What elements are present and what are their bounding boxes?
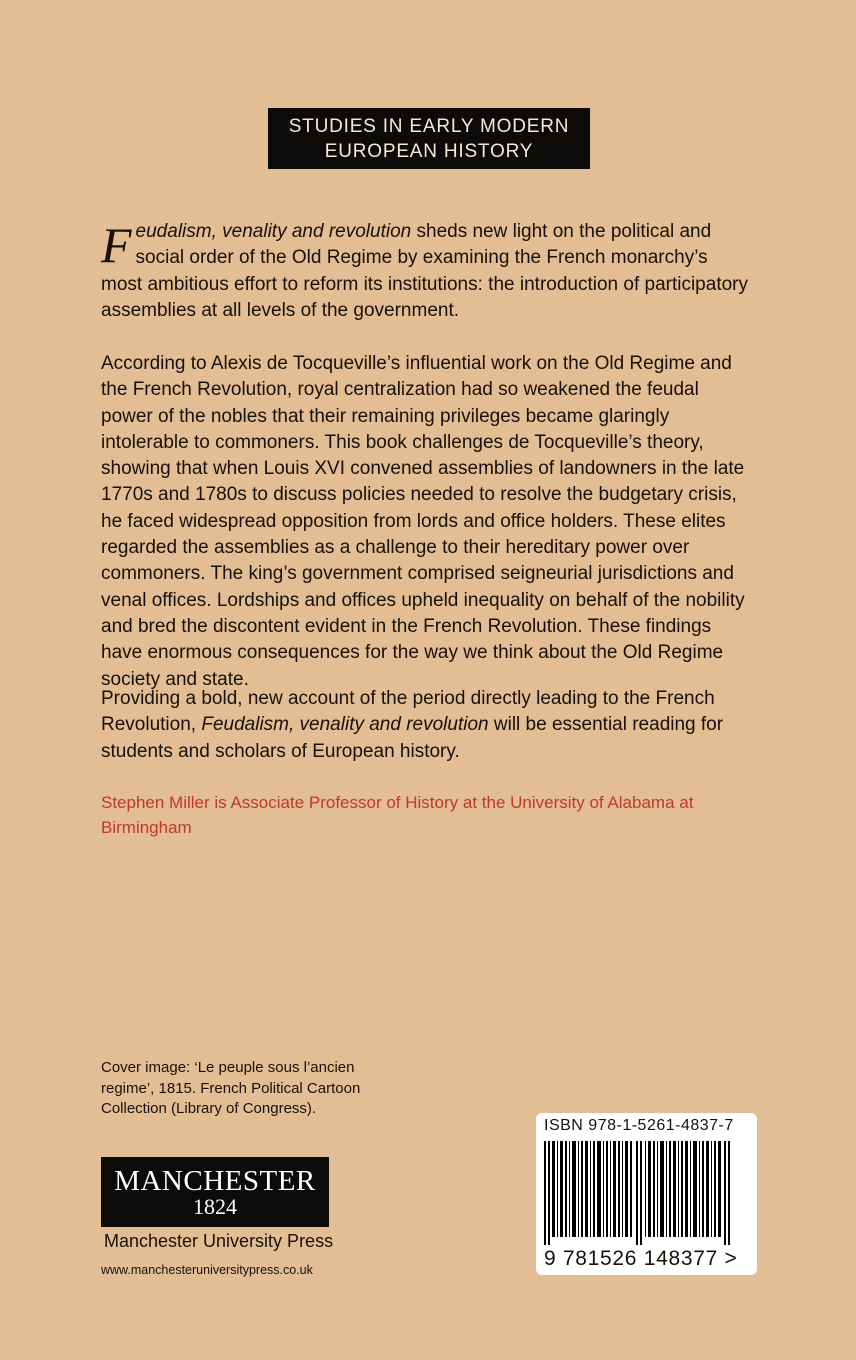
- logo-name: MANCHESTER: [114, 1165, 316, 1197]
- barcode-panel: [536, 1113, 757, 1275]
- book-title-italic: eudalism, venality and revolution: [135, 221, 412, 242]
- series-line-2: EUROPEAN HISTORY: [324, 140, 534, 162]
- publisher-name: Manchester University Press: [104, 1231, 334, 1251]
- barcode-graphic: [542, 1141, 742, 1245]
- publisher-url: www.manchesteruniversitypress.co.uk: [101, 1263, 313, 1277]
- blurb-paragraph-2: According to Alexis de Tocqueville’s influential work on the Old Regime and the French Revolution, royal centralization had so weakened the feudal power of the nobles that their remaining privileges became glaringly intolerable to commoners. This book challenges de Tocqueville’s theory, showing that when Louis XVI convened assemblies of landowners in the late 1770s and 1780s to discuss policies needed to resolve the budgetary crisis, he faced widespread opposition from lords and office holders. These elites regarded the assemblies as a challenge to their hereditary power over commoners. The king’s government comprised seigneurial jurisdictions and venal offices. Lordships and offices upheld inequality on behalf of the nobility and bred the discontent evident in the French Revolution. These findings have enormous consequences for the way we think about the Old Regime society and state.: [101, 353, 745, 690]
- blurb-p3-end: will be essential reading for students and scholars of European history.: [101, 714, 724, 762]
- blurb-paragraph-1: [101, 219, 753, 324]
- blurb-p1-text: sheds new light on the political and social order of the Old Regime by examining the French monarchy’s most ambitious effort to reform its institutions: the introduction of participatory assemblies at all levels of the government.: [101, 221, 748, 321]
- book-title-italic-2: Feudalism, venality and revolution: [201, 714, 489, 736]
- author-bio: Stephen Miller is Associate Professor of History at the University of Alabama at Birmingham: [101, 793, 694, 837]
- isbn-label: ISBN 978-1-5261-4837-7: [544, 1117, 734, 1134]
- series-line-1: STUDIES IN EARLY MODERN: [288, 115, 570, 137]
- drop-cap: F: [101, 217, 132, 273]
- publisher-logo: [101, 1157, 329, 1227]
- logo-year: 1824: [193, 1194, 237, 1219]
- blurb-p3-start: Providing a bold, new account of the period directly leading to the French Revolution,: [101, 688, 715, 736]
- cover-image-credit: Cover image: ‘Le peuple sous l’ancien regime’, 1815. French Political Cartoon Collection (Library of Congress).: [101, 1059, 361, 1117]
- isbn-digits: 9 781526 148377 >: [544, 1247, 738, 1270]
- series-label-box: [268, 108, 590, 169]
- blurb-paragraph-3: [101, 686, 753, 765]
